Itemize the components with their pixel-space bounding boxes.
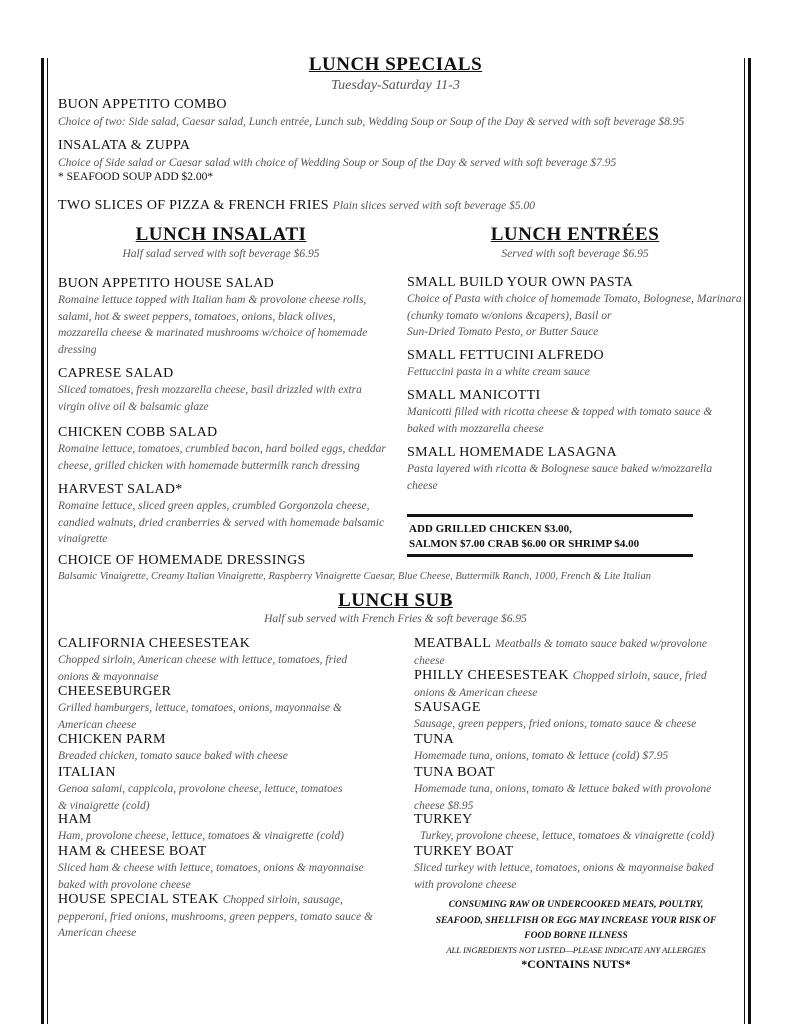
- insalati-item: [58, 274, 367, 358]
- sub-item: [58, 730, 288, 765]
- entrees-title: LUNCH ENTRÉES: [490, 224, 660, 245]
- sub-item: [58, 634, 347, 685]
- special-pizza-desc: Plain slices served with soft beverage $5.00: [332, 200, 535, 212]
- add-on-line: SALMON $7.00 CRAB $6.00 OR SHRIMP $4.00: [409, 538, 640, 550]
- item-name: TUNA: [414, 732, 455, 747]
- sub-item: [58, 890, 373, 942]
- item-name: TURKEY BOAT: [414, 844, 514, 859]
- sub-item: [58, 810, 344, 845]
- item-desc-line: (chunky tomato w/onions &capers), Basil or: [407, 309, 612, 322]
- contains-nuts-note: *CONTAINS NUTS*: [521, 957, 631, 971]
- item-name: PHILLY CHEESESTEAK: [414, 668, 569, 683]
- item-desc-line: candied walnuts, dried cranberries & served with homemade balsamic: [58, 516, 385, 529]
- hours: Tuesday-Saturday 11-3: [331, 78, 460, 93]
- item-desc-line: vinaigrette: [58, 533, 108, 545]
- insalati-item: [58, 423, 386, 474]
- seafood-soup-note: * SEAFOOD SOUP ADD $2.00*: [58, 171, 214, 183]
- add-on-line: ADD GRILLED CHICKEN $3.00,: [409, 523, 572, 535]
- item-desc-line: cheese $8.95: [414, 799, 474, 812]
- special-insalata-desc: Choice of Side salad or Caesar salad with choice of Wedding Soup or Soup of the Day & served with soft beverage $7.95: [58, 157, 617, 169]
- entrees-item: [407, 386, 712, 437]
- item-desc-line: baked with provolone cheese: [58, 878, 191, 891]
- special-combo-name: BUON APPETITO COMBO: [58, 97, 227, 112]
- sub-item: [58, 842, 364, 893]
- warning-line: CONSUMING RAW OR UNDERCOOKED MEATS, POULTRY,: [448, 900, 704, 910]
- item-name: SMALL HOMEMADE LASAGNA: [407, 445, 617, 460]
- item-desc-line: with provolone cheese: [414, 878, 517, 891]
- item-desc-line: cheese: [407, 479, 438, 492]
- item-desc-line: baked with mozzarella cheese: [407, 422, 544, 435]
- item-desc-line: Sliced turkey with lettuce, tomatoes, onions & mayonnaise baked: [414, 862, 714, 874]
- protein-add-on-box: [407, 514, 693, 557]
- item-desc-line: onions & American cheese: [414, 686, 538, 699]
- item-name: CHICKEN COBB SALAD: [58, 425, 218, 440]
- item-name: TUNA BOAT: [414, 765, 495, 780]
- item-desc-line: Homemade tuna, onions, tomato & lettuce baked with provolone: [414, 783, 712, 795]
- dressings-list: Balsamic Vinaigrette, Creamy Italian Vinaigrette, Raspberry Vinaigrette Caesar, Blue Cheese, Buttermilk Ranch, 1000, French & Lite Italian: [58, 571, 651, 582]
- sub-item: [414, 810, 714, 845]
- sub-item: [414, 698, 696, 733]
- item-desc-line: Sun-Dried Tomato Pesto, or Butter Sauce: [407, 326, 599, 338]
- item-name: CAPRESE SALAD: [58, 366, 174, 381]
- item-name: HAM: [58, 812, 92, 827]
- item-name: MEATBALL: [414, 636, 492, 651]
- item-desc-line: Pasta layered with ricotta & Bolognese sauce baked w/mozzarella: [407, 463, 713, 475]
- item-desc-line: Romaine lettuce, sliced green apples, crumbled Gorgonzola cheese,: [58, 500, 370, 512]
- sub-item: [414, 842, 714, 893]
- sub-item: [58, 763, 342, 814]
- item-desc-line: Sausage, green peppers, fried onions, tomato sauce & cheese: [414, 718, 697, 730]
- item-inline-desc: Chopped sirloin, sausage,: [222, 894, 343, 906]
- item-name: CALIFORNIA CHEESESTEAK: [58, 636, 251, 651]
- subs-subtitle: Half sub served with French Fries & soft beverage $6.95: [264, 613, 527, 625]
- insalati-item: [58, 480, 384, 548]
- allergy-notice: ALL INGREDIENTS NOT LISTED—PLEASE INDICATE ANY ALLERGIES: [446, 945, 706, 955]
- dressings-title: CHOICE OF HOMEMADE DRESSINGS: [58, 553, 306, 568]
- item-desc-line: Grilled hamburgers, lettuce, tomatoes, onions, mayonnaise &: [58, 702, 342, 714]
- page-title: LUNCH SPECIALS: [308, 54, 483, 75]
- item-desc-line: salami, hot & sweet peppers, tomatoes, onions, black olives,: [58, 310, 336, 323]
- item-desc-line: Sliced tomatoes, fresh mozzarella cheese, basil drizzled with extra: [58, 384, 362, 396]
- entrees-subtitle: Served with soft beverage $6.95: [501, 248, 649, 260]
- item-name: SMALL FETTUCINI ALFREDO: [407, 348, 604, 363]
- item-desc-line: Chopped sirloin, American cheese with lettuce, tomatoes, fried: [58, 654, 348, 666]
- sub-item: [414, 730, 668, 765]
- item-desc-line: dressing: [58, 343, 97, 356]
- sub-item: [414, 763, 711, 814]
- sub-item: [414, 634, 707, 669]
- item-name: BUON APPETITO HOUSE SALAD: [58, 276, 275, 291]
- item-desc-line: virgin olive oil & balsamic glaze: [58, 400, 209, 413]
- item-desc-line: Ham, provolone cheese, lettuce, tomatoes & vinaigrette (cold): [58, 830, 344, 842]
- item-desc-line: Choice of Pasta with choice of homemade Tomato, Bolognese, Marinara: [407, 293, 742, 305]
- entrees-item: [407, 443, 712, 494]
- item-desc-line: pepperoni, fried onions, mushrooms, green peppers, tomato sauce &: [58, 910, 373, 923]
- item-name: ITALIAN: [58, 765, 116, 780]
- item-name: HARVEST SALAD*: [58, 482, 183, 497]
- sub-item: [414, 666, 707, 701]
- item-desc-line: mozzarella cheese & marinated mushrooms w/choice of homemade: [58, 327, 368, 339]
- left-border-thick: [41, 58, 44, 1024]
- special-pizza: [58, 196, 535, 215]
- insalati-item: [58, 364, 362, 415]
- special-combo-desc: Choice of two: Side salad, Caesar salad, Lunch entrée, Lunch sub, Wedding Soup or Soup of the Day & served with soft beverage $8.95: [58, 116, 685, 128]
- item-desc-line: Manicotti filled with ricotta cheese & topped with tomato sauce &: [407, 406, 713, 418]
- item-desc-line: Turkey, provolone cheese, lettuce, tomatoes & vinaigrette (cold): [420, 830, 715, 842]
- right-border-thick: [748, 58, 751, 1024]
- special-pizza-name: TWO SLICES OF PIZZA & FRENCH FRIES: [58, 198, 329, 213]
- entrees-item: [407, 273, 742, 341]
- entrees-item: [407, 346, 604, 381]
- item-name: SAUSAGE: [414, 700, 481, 715]
- item-desc-line: cheese, grilled chicken with homemade buttermilk ranch dressing: [58, 459, 360, 472]
- item-desc-line: Romaine lettuce topped with Italian ham & provolone cheese rolls,: [58, 294, 367, 306]
- item-desc-line: Genoa salami, cappicola, provolone cheese, lettuce, tomatoes: [58, 783, 343, 795]
- warning-line: SEAFOOD, SHELLFISH OR EGG MAY INCREASE YOUR RISK OF: [435, 915, 717, 926]
- item-name: TURKEY: [414, 812, 473, 827]
- item-desc-line: American cheese: [58, 718, 137, 731]
- left-border-thin: [47, 58, 48, 1024]
- item-desc-line: Fettuccini pasta in a white cream sauce: [407, 366, 590, 378]
- item-inline-desc: Chopped sirloin, sauce, fried: [572, 670, 707, 682]
- warning-line: FOOD BORNE ILLNESS: [524, 931, 628, 941]
- sub-item: [58, 682, 342, 733]
- food-safety-warning: [408, 898, 744, 945]
- item-desc-line: onions & mayonnaise: [58, 670, 159, 683]
- item-desc-line: cheese: [414, 654, 445, 667]
- item-name: SMALL MANICOTTI: [407, 388, 541, 403]
- item-desc-line: Romaine lettuce, tomatoes, crumbled bacon, hard boiled eggs, cheddar: [58, 443, 386, 455]
- subs-title: LUNCH SUB: [338, 590, 453, 611]
- insalati-title: LUNCH INSALATI: [135, 224, 307, 245]
- item-desc-line: Sliced ham & cheese with lettuce, tomatoes, onions & mayonnaise: [58, 862, 364, 874]
- item-name: SMALL BUILD YOUR OWN PASTA: [407, 275, 634, 290]
- item-inline-desc: Meatballs & tomato sauce baked w/provolone: [495, 638, 708, 650]
- item-desc-line: Breaded chicken, tomato sauce baked with cheese: [58, 750, 288, 762]
- item-name: HAM & CHEESE BOAT: [58, 844, 207, 859]
- special-insalata-name: INSALATA & ZUPPA: [58, 138, 191, 153]
- item-desc-line: American cheese: [58, 927, 137, 939]
- item-name: CHICKEN PARM: [58, 732, 166, 747]
- right-border-thin: [744, 58, 745, 1024]
- item-name: HOUSE SPECIAL STEAK: [58, 892, 219, 907]
- item-name: CHEESEBURGER: [58, 684, 172, 699]
- insalati-subtitle: Half salad served with soft beverage $6.95: [122, 248, 320, 260]
- item-desc-line: & vinaigrette (cold): [58, 799, 150, 812]
- item-desc-line: Homemade tuna, onions, tomato & lettuce (cold) $7.95: [414, 750, 669, 762]
